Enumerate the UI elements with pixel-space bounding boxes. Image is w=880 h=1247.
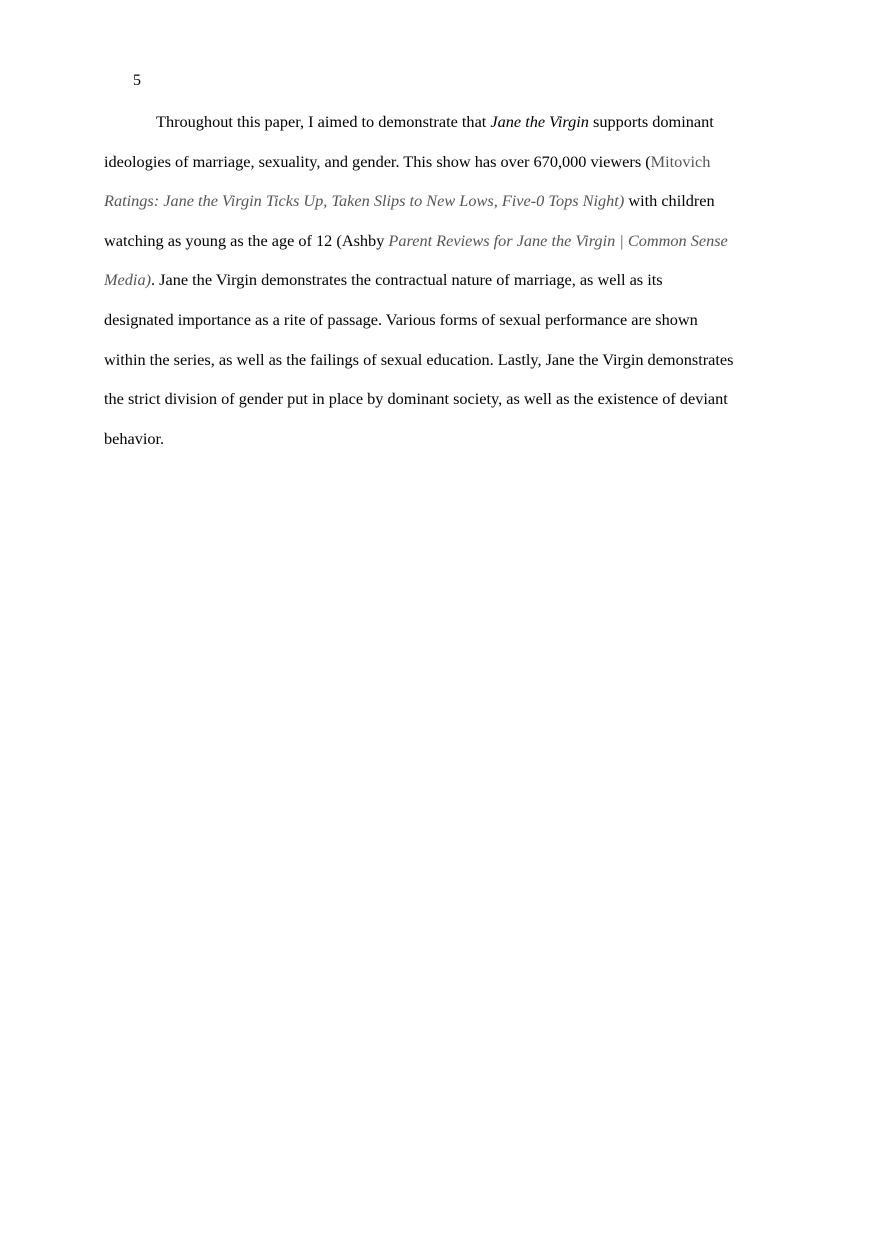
paragraph-line — [104, 419, 776, 459]
citation-title: Parent Reviews for Jane the Virgin | Common Sense — [388, 230, 728, 250]
paragraph-line — [104, 221, 776, 261]
citation-author: Mitovich — [650, 151, 711, 171]
paragraph-line — [104, 260, 776, 300]
page-number: 5 — [133, 72, 141, 89]
text-run: ideologies of marriage, sexuality, and gender. This show has over 670,000 viewers ( — [104, 151, 651, 171]
paragraph-line — [104, 340, 776, 380]
paragraph-line — [104, 102, 776, 142]
citation-title: Ratings: Jane the Virgin Ticks Up, Taken Slips to New Lows, Five-0 Tops Night) — [104, 191, 625, 211]
paragraph-line — [104, 142, 776, 182]
text-run: the strict division of gender put in place by dominant society, as well as the existence of deviant — [104, 389, 728, 409]
text-run: Throughout this paper, I aimed to demonstrate that — [156, 112, 491, 131]
text-run: within the series, as well as the failings of sexual education. Lastly, Jane the Virgin demonstrates — [104, 349, 734, 369]
text-run: with children — [624, 191, 715, 211]
text-run: designated importance as a rite of passage. Various forms of sexual performance are shown — [104, 309, 698, 329]
text-run: behavior. — [104, 428, 165, 448]
text-run: watching as young as the age of 12 (Ashby — [104, 230, 389, 250]
paragraph-line — [104, 300, 776, 340]
citation-title: Media) — [104, 270, 152, 290]
show-title: Jane the Virgin — [490, 112, 589, 131]
text-run: supports dominant — [588, 112, 714, 131]
body-paragraph — [104, 102, 776, 458]
paragraph-line — [104, 379, 776, 419]
text-run: . Jane the Virgin demonstrates the contractual nature of marriage, as well as its — [151, 270, 663, 290]
paragraph-line — [104, 181, 776, 221]
